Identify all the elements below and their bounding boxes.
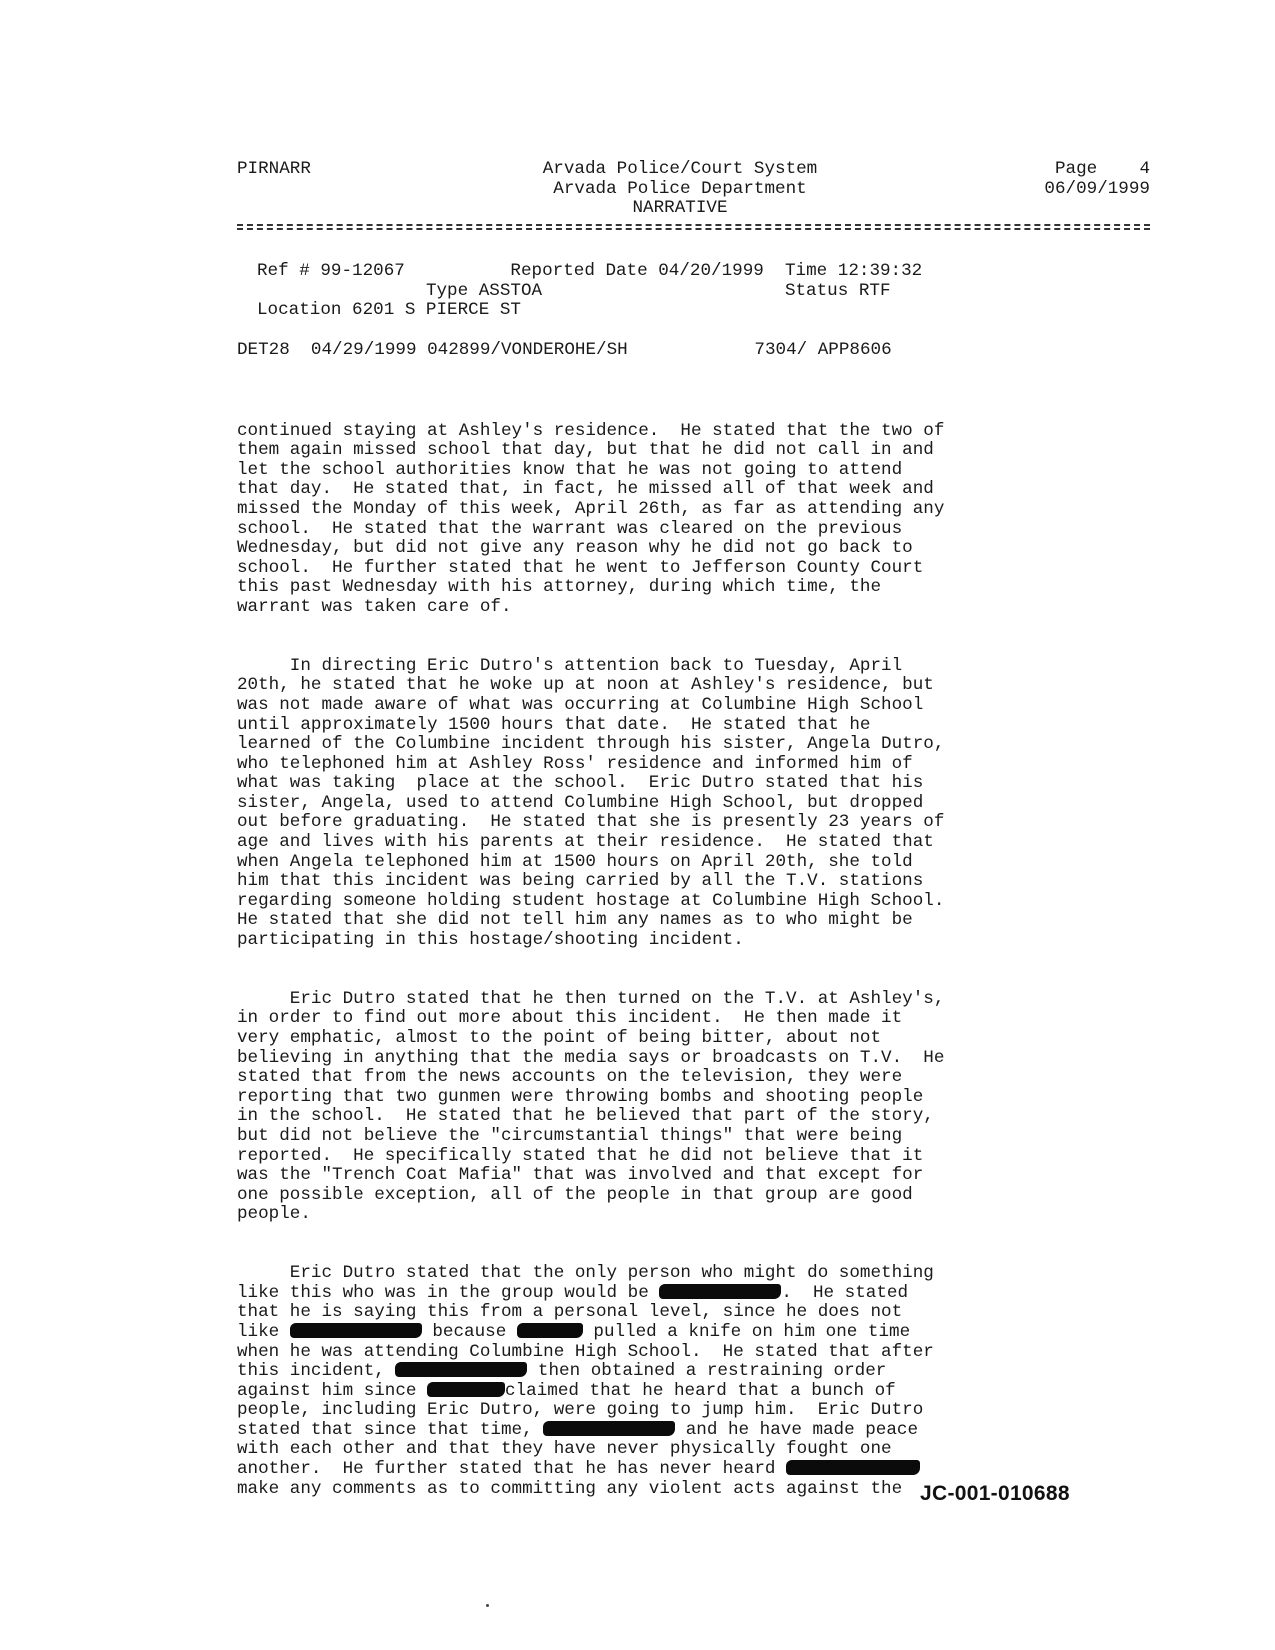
- page-info: [1035, 160, 1150, 199]
- narrative-line: people.: [237, 1204, 311, 1225]
- narrative-line: and he have made peace: [675, 1419, 919, 1440]
- officer-code: DET28: [237, 340, 290, 360]
- department-name: Arvada Police Department: [553, 178, 807, 199]
- narrative-line: In directing Eric Dutro's attention back to Tuesday, April: [237, 655, 903, 676]
- narrative-line: age and lives with his parents at their residence. He stated that: [237, 832, 934, 853]
- narrative-line: against him since: [237, 1380, 428, 1401]
- narrative-line: this incident,: [237, 1361, 396, 1382]
- status-value: RTF: [858, 280, 891, 301]
- header-titles: [530, 160, 830, 219]
- header-separator: [237, 224, 1150, 230]
- time-label: Time: [784, 261, 828, 281]
- narrative-line: Eric Dutro stated that he then turned on the T.V. at Ashley's,: [237, 988, 945, 1009]
- narrative-paragraph-4: [237, 1264, 944, 1499]
- redaction-bar: [290, 1323, 422, 1338]
- narrative-line: what was taking place at the school. Eric Dutro stated that his: [237, 773, 924, 794]
- redaction-bar: [543, 1421, 675, 1436]
- narrative-line: was the "Trench Coat Mafia" that was involved and that except for: [237, 1165, 924, 1186]
- narrative-line: because: [421, 1321, 517, 1342]
- narrative-line: them again missed school that day, but that he did not call in and: [237, 440, 934, 461]
- redaction-bar: [395, 1362, 527, 1377]
- redaction-bar: [659, 1284, 781, 1299]
- narrative-line: school. He stated that the warrant was cleared on the previous: [237, 518, 903, 539]
- reported-date: 04/20/1999: [658, 261, 764, 281]
- page-label: Page: [1054, 159, 1098, 179]
- narrative-line: another. He further stated that he has never heard: [237, 1459, 787, 1480]
- entry-line: [237, 341, 892, 361]
- narrative-line: him that this incident was being carried by all the T.V. stations: [237, 871, 924, 892]
- narrative-paragraph-2: [237, 657, 944, 951]
- narrative-line: let the school authorities know that he was not going to attend: [237, 459, 903, 480]
- redaction-bar: [786, 1460, 920, 1475]
- narrative-line: was not made aware of what was occurring at Columbine High School: [237, 694, 924, 715]
- print-date: 06/09/1999: [1044, 178, 1150, 199]
- narrative-line: until approximately 1500 hours that date. He stated that he: [237, 714, 871, 735]
- narrative-line: warrant was taken care of.: [237, 596, 512, 617]
- narrative-line: very emphatic, almost to the point of being bitter, about not: [237, 1028, 882, 1048]
- status-label: Status: [784, 280, 849, 301]
- narrative-paragraph-3: [237, 990, 944, 1225]
- narrative-line: out before graduating. He stated that she is presently 23 years of: [237, 812, 945, 833]
- narrative-paragraph-1: [237, 422, 944, 618]
- narrative-line: Wednesday, but did not give any reason why he did not go back to: [237, 538, 913, 559]
- location-value: 6201 S PIERCE ST: [352, 300, 521, 321]
- entry-id: 042899/VONDEROHE/SH: [427, 340, 628, 360]
- type-label: Type: [425, 280, 469, 301]
- bates-number: JC-001-010688: [920, 1482, 1070, 1505]
- narrative-line: then obtained a restraining order: [527, 1361, 887, 1382]
- narrative-line: who telephoned him at Ashley Ross' residence and informed him of: [237, 753, 913, 774]
- form-code: PIRNARR: [237, 159, 311, 179]
- narrative-line: stated that since that time,: [237, 1419, 544, 1440]
- entry-code: 7304/ APP8606: [754, 340, 892, 360]
- entry-date: 04/29/1999: [310, 340, 417, 360]
- narrative-line: He stated that she did not tell him any names as to who might be: [237, 910, 913, 931]
- narrative-line: reporting that two gunmen were throwing bombs and shooting people: [237, 1086, 924, 1107]
- scan-speck: [486, 1604, 489, 1607]
- narrative-line: school. He further stated that he went to Jefferson County Court: [237, 557, 924, 578]
- ref-number: 99-12067: [320, 261, 405, 281]
- narrative-line: regarding someone holding student hostage at Columbine High School.: [237, 890, 945, 911]
- narrative-line: one possible exception, all of the people in that group are good: [237, 1184, 913, 1205]
- type-value: ASSTOA: [478, 280, 543, 301]
- narrative-line: in order to find out more about this incident. He then made it: [237, 1008, 903, 1029]
- narrative-line: when Angela telephoned him at 1500 hours on April 20th, she told: [237, 851, 913, 872]
- narrative-line: when he was attending Columbine High School. He stated that after: [237, 1341, 934, 1362]
- narrative-line: in the school. He stated that he believed that part of the story,: [237, 1106, 934, 1127]
- narrative-line: but did not believe the "circumstantial things" that were being: [237, 1125, 903, 1146]
- narrative-line: learned of the Columbine incident through his sister, Angela Dutro,: [237, 734, 945, 755]
- narrative-line: like this who was in the group would be: [237, 1282, 660, 1303]
- narrative-line: that he is saying this from a personal level, since he does not: [237, 1302, 903, 1323]
- narrative-line: with each other and that they have never physically fought one: [237, 1439, 892, 1460]
- narrative-line: that day. He stated that, in fact, he missed all of that week and: [237, 479, 934, 500]
- narrative-line: make any comments as to committing any violent acts against the: [237, 1478, 903, 1499]
- system-name: Arvada Police/Court System: [542, 159, 818, 179]
- narrative-line: Eric Dutro stated that the only person who might do something: [237, 1263, 934, 1284]
- time-value: 12:39:32: [837, 261, 923, 281]
- reported-date-label: Reported Date: [510, 261, 648, 281]
- case-info: [257, 262, 922, 321]
- redaction-bar: [427, 1382, 505, 1397]
- location-label: Location: [257, 300, 342, 321]
- narrative-line: reported. He specifically stated that he did not believe that it: [237, 1145, 924, 1166]
- narrative-line: sister, Angela, used to attend Columbine High School, but dropped: [237, 792, 924, 813]
- narrative-line: people, including Eric Dutro, were going to jump him. Eric Dutro: [237, 1400, 924, 1421]
- page-number: 4: [1139, 159, 1150, 179]
- section-title: NARRATIVE: [632, 198, 728, 219]
- narrative-line: this past Wednesday with his attorney, during which time, the: [237, 577, 882, 598]
- narrative-line: . He stated: [781, 1282, 909, 1303]
- narrative-line: participating in this hostage/shooting incident.: [237, 930, 744, 951]
- narrative-line: pulled a knife on him one time: [582, 1321, 911, 1342]
- narrative-line: like: [237, 1321, 290, 1342]
- narrative-line: claimed that he heard that a bunch of: [505, 1380, 896, 1401]
- narrative-line: missed the Monday of this week, April 26th, as far as attending any: [237, 498, 945, 519]
- ref-label: Ref #: [257, 261, 310, 281]
- narrative-body: [237, 402, 944, 1538]
- redaction-bar: [517, 1323, 583, 1338]
- narrative-line: believing in anything that the media says or broadcasts on T.V. He: [237, 1047, 945, 1068]
- narrative-line: continued staying at Ashley's residence. He stated that the two of: [237, 420, 945, 441]
- narrative-line: stated that from the news accounts on the television, they were: [237, 1067, 903, 1088]
- narrative-line: 20th, he stated that he woke up at noon at Ashley's residence, but: [237, 675, 934, 696]
